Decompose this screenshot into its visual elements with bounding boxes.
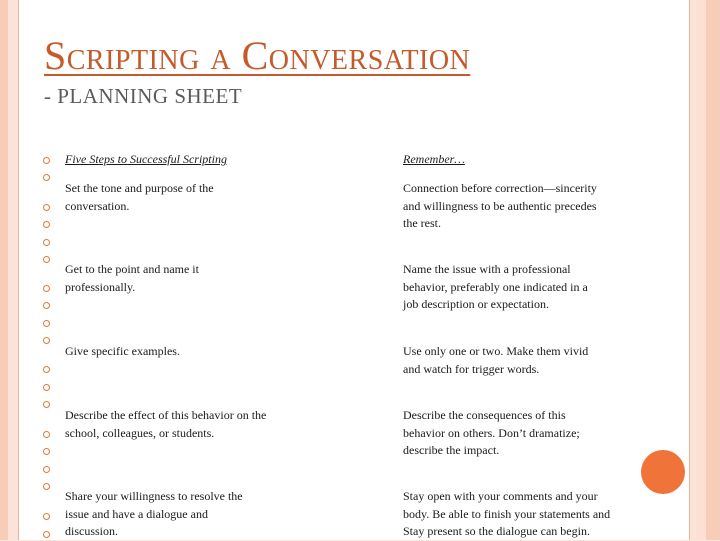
bullet-icon xyxy=(43,285,50,292)
decorative-orange-circle xyxy=(641,450,685,494)
remember-1-line-3: the rest. xyxy=(403,216,441,230)
step-1-line-2: conversation. xyxy=(65,198,130,213)
step-3-line-1: Give specific examples. xyxy=(65,344,180,358)
remember-4-line-3: describe the impact. xyxy=(403,443,500,457)
remember-1-line-2: and willingness to be authentic precedes xyxy=(403,198,597,213)
remember-5-line-2: body. Be able to finish your statements and xyxy=(403,506,611,521)
step-4-line-2: school, colleagues, or students. xyxy=(65,425,215,440)
step-4-line-1: Describe the effect of this behavior on the xyxy=(65,408,267,422)
bullet-icon xyxy=(43,239,50,246)
steps-header: Five Steps to Successful Scripting xyxy=(65,152,227,166)
remember-5-line-3: Stay present so the dialogue can begin. xyxy=(403,524,590,538)
bullet-icon xyxy=(43,337,50,344)
right-decorative-band xyxy=(706,0,720,540)
left-decorative-band xyxy=(0,0,8,540)
bullet-icon xyxy=(43,483,50,490)
step-2-line-2: professionally. xyxy=(65,279,136,294)
remember-4-line-2: behavior on others. Don’t dramatize; xyxy=(403,425,580,440)
bullet-icon xyxy=(43,513,50,520)
step-2-line-1: Get to the point and name it xyxy=(65,262,199,276)
remember-header: Remember… xyxy=(403,152,465,166)
remember-3-line-1: Use only one or two. Make them vivid xyxy=(403,344,589,358)
bullet-icon xyxy=(43,431,50,438)
slide-title: Scripting a Conversation xyxy=(44,33,471,78)
step-1-line-1: Set the tone and purpose of the xyxy=(65,181,214,195)
bullet-icon xyxy=(43,302,50,309)
bullet-icon xyxy=(43,384,50,391)
step-5-line-3: discussion. xyxy=(65,524,119,538)
remember-2-line-2: behavior, preferably one indicated in a xyxy=(403,279,588,294)
remember-5-line-1: Stay open with your comments and your xyxy=(403,489,598,503)
bullet-icon xyxy=(43,366,50,373)
bullet-icon xyxy=(43,531,50,538)
remember-2-line-1: Name the issue with a professional xyxy=(403,262,571,276)
bullet-icon xyxy=(43,466,50,473)
slide-subtitle: - PLANNING SHEET xyxy=(44,84,243,108)
bullet-icon xyxy=(43,221,50,228)
right-decorative-band-inner xyxy=(696,0,706,540)
bullet-icon xyxy=(43,157,50,164)
remember-1-line-1: Connection before correction—sincerity xyxy=(403,181,597,195)
bullet-icon xyxy=(43,320,50,327)
step-5-line-2: issue and have a dialogue and xyxy=(65,506,208,521)
step-5-line-1: Share your willingness to resolve the xyxy=(65,489,243,503)
remember-4-line-1: Describe the consequences of this xyxy=(403,408,566,422)
bullet-icon xyxy=(43,204,50,211)
bullet-icon xyxy=(43,448,50,455)
remember-2-line-3: job description or expectation. xyxy=(403,297,549,311)
bullet-icon xyxy=(43,256,50,263)
bullet-icon xyxy=(43,174,50,181)
remember-3-line-2: and watch for trigger words. xyxy=(403,361,540,376)
bullet-icon xyxy=(43,401,50,408)
